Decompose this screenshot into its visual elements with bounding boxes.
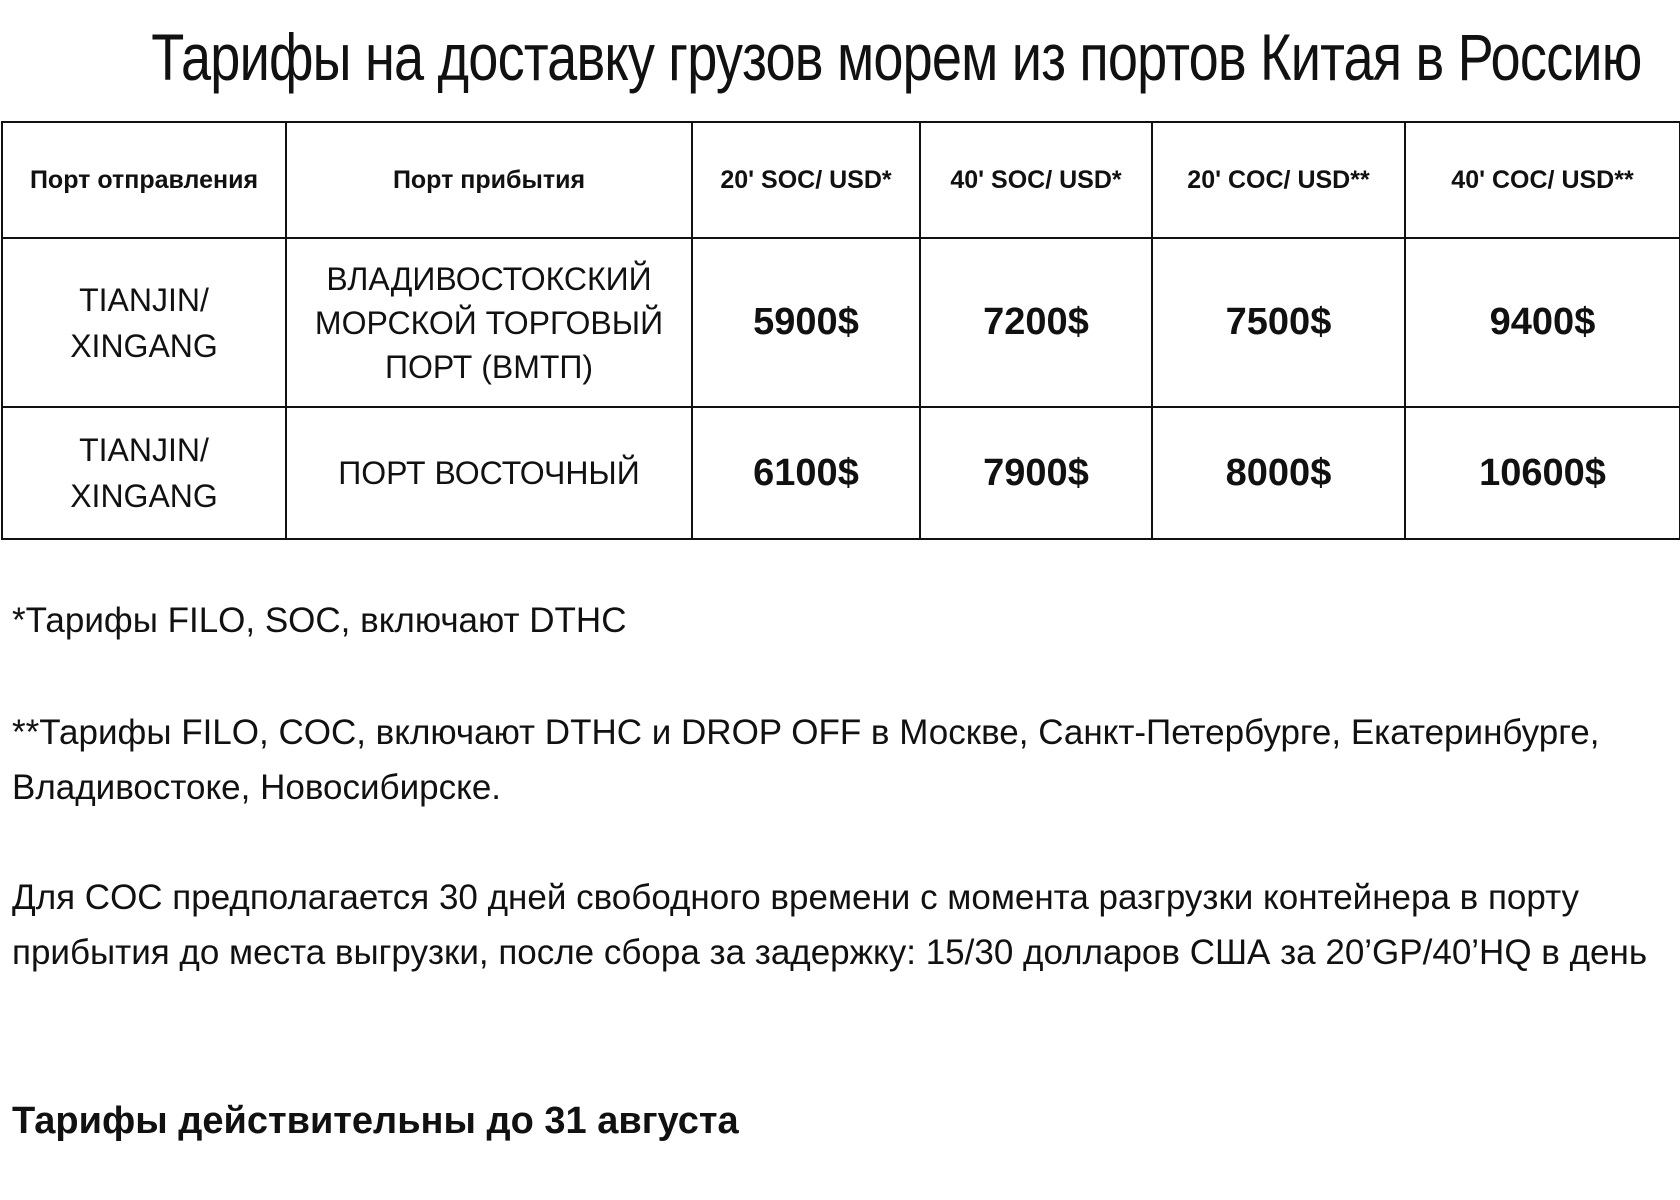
destination-port-cell [286,407,692,539]
header-20-soc: 20' SOC/ USD* [692,122,920,238]
origin-port-line: TIANJIN/ [79,281,209,318]
destination-port-line: МОРСКОЙ ТОРГОВЫЙ [314,304,664,341]
header-origin-port: Порт отправления [2,122,286,238]
price-20-soc: 6100$ [692,407,920,539]
origin-port-line: TIANJIN/ [79,432,209,468]
price-40-coc: 10600$ [1405,407,1680,539]
header-40-coc: 40' COC/ USD** [1405,122,1680,238]
destination-port-line: ПОРТ (ВМТП) [384,348,594,385]
table-row [2,407,1680,539]
header-20-coc: 20' COC/ USD** [1152,122,1405,238]
table-row [2,238,1680,407]
validity-notice: Тарифы действительны до 31 августа [12,1100,739,1142]
origin-port-cell [2,407,286,539]
origin-port-line: XINGANG [70,478,218,514]
destination-port-line: ВЛАДИВОСТОКСКИЙ [326,260,652,297]
destination-port-line: ПОРТ ВОСТОЧНЫЙ [338,455,640,491]
page-title: Тарифы на доставку грузов морем из портов Китая в Россию [151,20,1642,94]
origin-port-cell [2,238,286,407]
price-20-coc: 8000$ [1152,407,1405,539]
soc-tariff-note: *Тарифы FILO, SOC, включают DTHC [12,601,627,640]
price-40-coc: 9400$ [1405,238,1680,407]
price-40-soc: 7900$ [920,407,1152,539]
price-20-coc: 7500$ [1152,238,1405,407]
header-40-soc: 40' SOC/ USD* [920,122,1152,238]
tariff-table [1,121,1680,540]
header-destination-port: Порт прибытия [286,122,692,238]
destination-port-cell [286,238,692,407]
price-20-soc: 5900$ [692,238,920,407]
table-header-row [2,122,1680,238]
origin-port-line: XINGANG [70,327,218,364]
free-time-note: Для COC предполагается 30 дней свободного времени с момента разгрузки контейнера в порту прибытия до места выгрузки, после сбора за задержку: 15/30 долларов США за 20’GP/40’HQ в день [12,878,1648,972]
coc-tariff-note: **Тарифы FILO, COC, включают DTHC и DROP OFF в Москве, Санкт-Петербурге, Екатеринбурге, Владивостоке, Новосибирске. [12,713,1600,807]
price-40-soc: 7200$ [920,238,1152,407]
